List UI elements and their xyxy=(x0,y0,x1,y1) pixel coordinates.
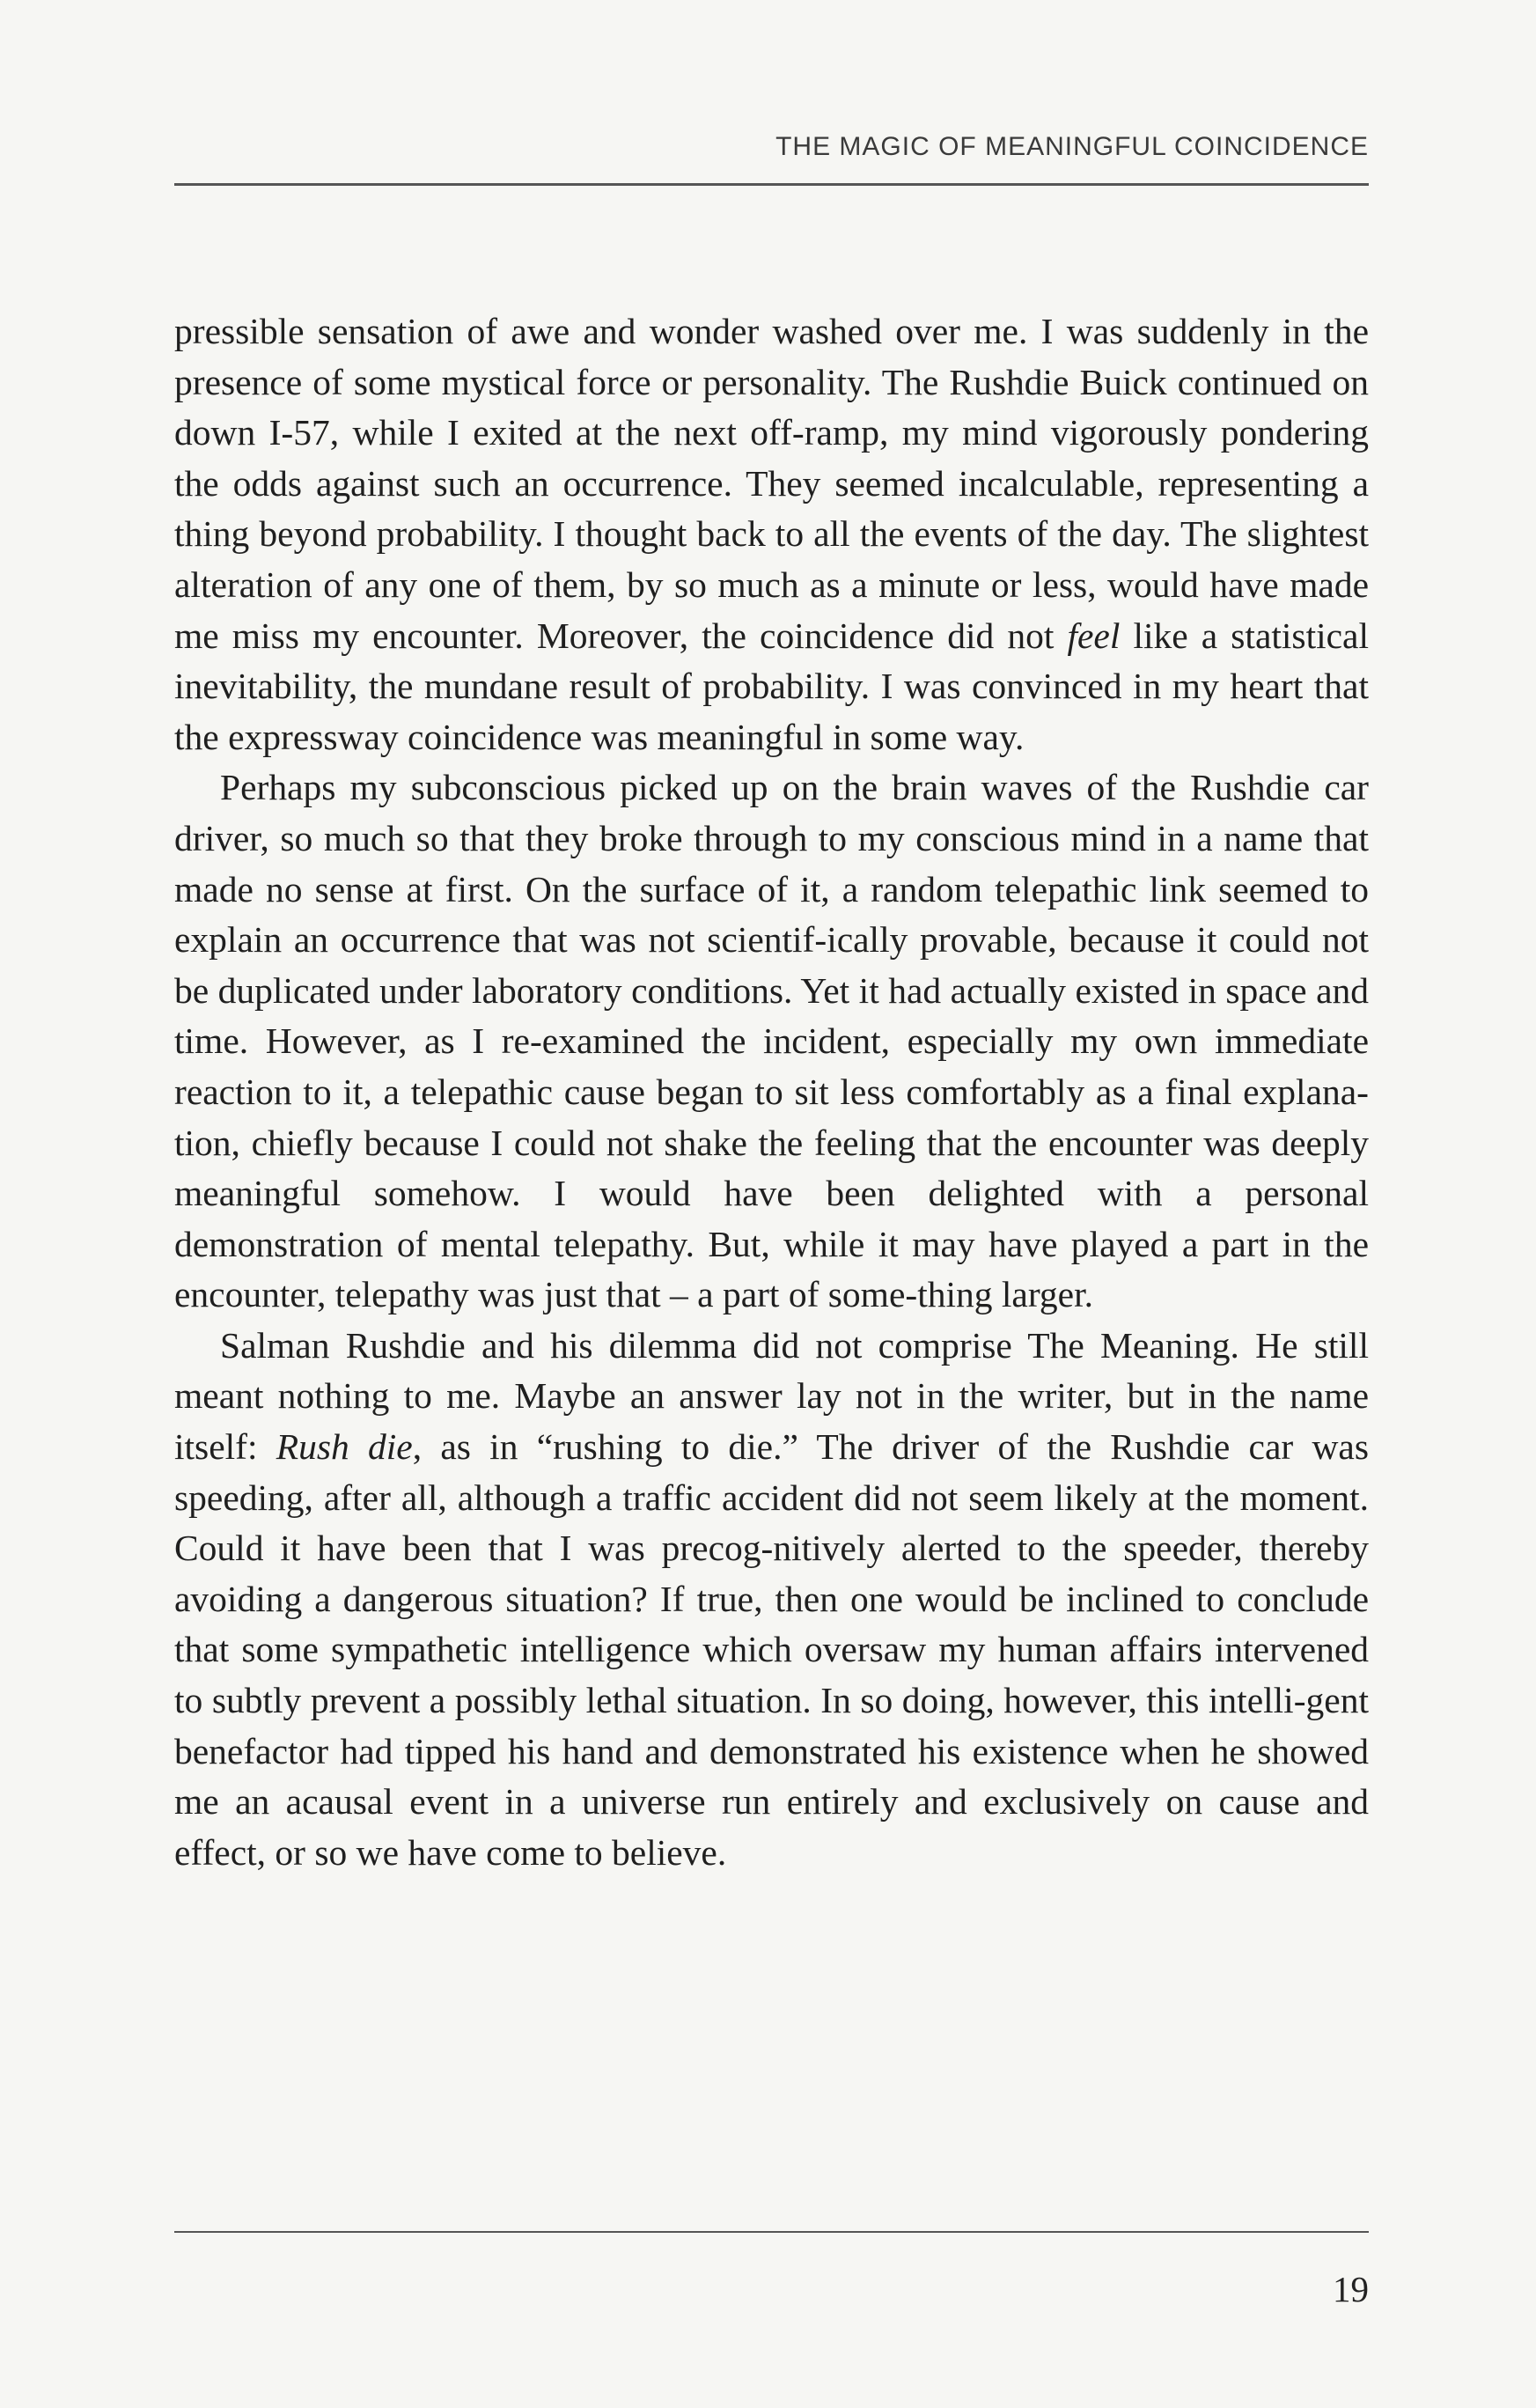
paragraph-3 xyxy=(174,1321,1369,1879)
page-number: 19 xyxy=(1333,2269,1369,2309)
header-rule xyxy=(174,183,1369,186)
paragraph-2: Perhaps my subconscious picked up on the brain waves of the Rushdie car driver, so much so that they broke through to my conscious mind in a name that made no sense at first. On the surface of it, a random telepathic link seemed to explain an occurrence that was not scientif-ically provable, because it could not be duplicated under laboratory conditions. Yet it had actually existed in space and time. However, as I re-examined the incident, especially my own immediate reaction to it, a telepathic cause began to sit less comfortably as a final explana-tion, chiefly because I could not shake the feeling that the encounter was deeply meaningful somehow. I would have been delighted with a personal demonstration of mental telepathy. But, while it may have played a part in the encounter, telepathy was just that – a part of some-thing larger. xyxy=(174,767,1369,1315)
paragraph-1-text-b: like a statistical inevitability, the mundane result of probability. I was convinced in my heart that the expressway coincidence was meaningful in some way. xyxy=(174,615,1370,757)
emphasis-rush-die: Rush die xyxy=(276,1426,413,1468)
body-text xyxy=(174,306,1369,1878)
footer-rule xyxy=(174,2231,1369,2233)
paragraph-3-text-a: Salman Rushdie and his dilemma did not comprise The Meaning. He still meant nothing to me. Maybe an answer lay not in the writer, but in the name itself: xyxy=(174,1324,1369,1468)
running-head: THE MAGIC OF MEANINGFUL COINCIDENCE xyxy=(775,132,1369,161)
paragraph-1-text-a: pressible sensation of awe and wonder washed over me. I was suddenly in the presence of some mystical force or personality. The Rushdie Buick continued on down I-57, while I exited at the next off-ramp, my mind vigorously pondering the odds against such an occurrence. They seemed incalculable, representing a thing beyond probability. I thought back to all the events of the day. The slightest alteration of any one of them, by so much as a minute or less, would have made me miss my encounter. Moreover, the coincidence did not xyxy=(174,311,1369,656)
emphasis-feel: feel xyxy=(1067,615,1121,656)
paragraph-3-text-b: , as in “rushing to die.” The driver of the Rushdie car was speeding, after all, although a traffic accident did not seem likely at the moment. Could it have been that I was precog-nitively alerted to the speeder, thereby avoiding a dangerous situation? If true, then one would be inclined to conclude that some sympathetic intelligence which oversaw my human affairs intervened to subtly prevent a possibly lethal situation. In so doing, however, this intelli-gent benefactor had tipped his hand and demonstrated his existence when he showed me an acausal event in a universe run entirely and exclusively on cause and effect, or so we have come to believe. xyxy=(174,1426,1369,1873)
paragraph-1 xyxy=(174,306,1369,762)
